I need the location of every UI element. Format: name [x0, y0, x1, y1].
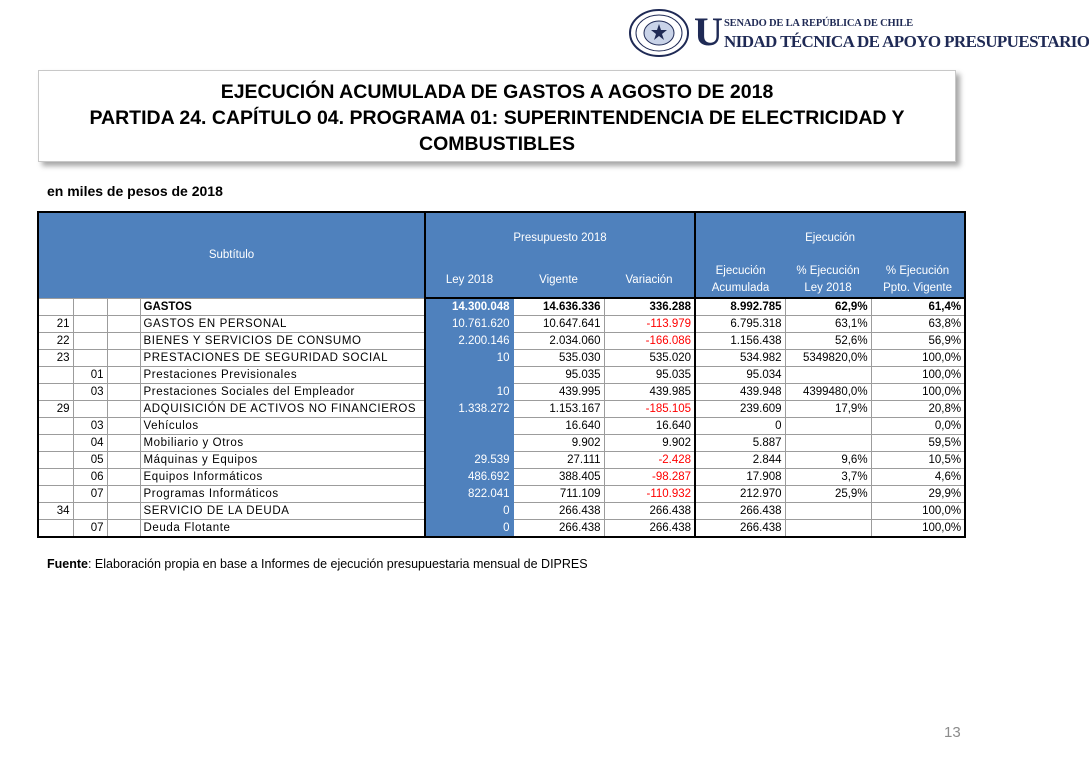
header-ejecucion: Ejecución — [695, 212, 965, 263]
cell-variacion: -110.932 — [604, 486, 695, 503]
cell-vigente: 388.405 — [513, 469, 604, 486]
cell-ley-2018: 1.338.272 — [425, 401, 513, 418]
cell-subtitulo: 22 — [38, 333, 73, 350]
cell-pct-vigente: 59,5% — [871, 435, 965, 452]
table-row — [38, 418, 965, 435]
cell-pct-ley — [785, 520, 871, 538]
cell-descripcion: PRESTACIONES DE SEGURIDAD SOCIAL — [140, 350, 425, 367]
cell-variacion: -185.105 — [604, 401, 695, 418]
cell-asignacion — [107, 435, 140, 452]
budget-table — [37, 211, 966, 538]
cell-asignacion — [107, 316, 140, 333]
header-ejec-acumulada — [695, 263, 785, 298]
cell-asignacion — [107, 298, 140, 316]
cell-item: 06 — [73, 469, 107, 486]
cell-pct-ley: 17,9% — [785, 401, 871, 418]
cell-ejecucion-acumulada: 0 — [695, 418, 785, 435]
header-ejec-acumulada-l1: Ejecución — [715, 265, 766, 277]
cell-variacion: 535.020 — [604, 350, 695, 367]
header-pct-vigente-l1: % Ejecución — [885, 265, 950, 277]
cell-pct-vigente: 29,9% — [871, 486, 965, 503]
cell-ley-2018: 14.300.048 — [425, 298, 513, 316]
table-row — [38, 486, 965, 503]
table-row — [38, 384, 965, 401]
header-ley: Ley 2018 — [425, 263, 513, 298]
cell-ley-2018: 822.041 — [425, 486, 513, 503]
cell-vigente: 439.995 — [513, 384, 604, 401]
cell-item: 07 — [73, 520, 107, 538]
cell-item: 03 — [73, 384, 107, 401]
cell-subtitulo — [38, 469, 73, 486]
cell-subtitulo: 34 — [38, 503, 73, 520]
cell-pct-ley — [785, 418, 871, 435]
cell-pct-vigente: 100,0% — [871, 350, 965, 367]
logo-line-2: NIDAD TÉCNICA DE APOYO PRESUPUESTARIO — [724, 32, 1089, 51]
cell-asignacion — [107, 486, 140, 503]
table-row — [38, 435, 965, 452]
senate-seal-icon — [628, 8, 690, 58]
cell-pct-ley: 62,9% — [785, 298, 871, 316]
cell-descripcion: SERVICIO DE LA DEUDA — [140, 503, 425, 520]
cell-pct-vigente: 20,8% — [871, 401, 965, 418]
cell-subtitulo — [38, 520, 73, 538]
cell-descripcion: BIENES Y SERVICIOS DE CONSUMO — [140, 333, 425, 350]
cell-ejecucion-acumulada: 2.844 — [695, 452, 785, 469]
table-row — [38, 316, 965, 333]
source-note — [47, 557, 588, 571]
cell-pct-vigente: 63,8% — [871, 316, 965, 333]
cell-pct-ley — [785, 503, 871, 520]
cell-pct-ley: 3,7% — [785, 469, 871, 486]
cell-descripcion: GASTOS — [140, 298, 425, 316]
header-presupuesto: Presupuesto 2018 — [425, 212, 695, 263]
cell-variacion: -113.979 — [604, 316, 695, 333]
table-row — [38, 298, 965, 316]
cell-item: 05 — [73, 452, 107, 469]
cell-ejecucion-acumulada: 266.438 — [695, 520, 785, 538]
cell-ejecucion-acumulada: 266.438 — [695, 503, 785, 520]
cell-pct-vigente: 0,0% — [871, 418, 965, 435]
cell-vigente: 711.109 — [513, 486, 604, 503]
header-subtitulo: Subtítulo — [38, 212, 425, 298]
table-row — [38, 367, 965, 384]
senate-logo — [628, 8, 1089, 58]
header-pct-vigente-l2: Ppto. Vigente — [883, 282, 952, 294]
title-line-3: COMBUSTIBLES — [419, 133, 575, 155]
cell-pct-vigente: 61,4% — [871, 298, 965, 316]
cell-subtitulo — [38, 384, 73, 401]
cell-item — [73, 316, 107, 333]
cell-descripcion: Equipos Informáticos — [140, 469, 425, 486]
cell-pct-ley: 4399480,0% — [785, 384, 871, 401]
cell-pct-vigente: 100,0% — [871, 384, 965, 401]
cell-pct-vigente: 100,0% — [871, 520, 965, 538]
cell-asignacion — [107, 350, 140, 367]
cell-pct-ley: 63,1% — [785, 316, 871, 333]
header-ejec-acumulada-l2: Acumulada — [711, 282, 770, 294]
cell-subtitulo — [38, 298, 73, 316]
cell-ejecucion-acumulada: 534.982 — [695, 350, 785, 367]
cell-ley-2018: 10.761.620 — [425, 316, 513, 333]
header-vigente: Vigente — [513, 263, 604, 298]
header-pct-ley — [785, 263, 871, 298]
cell-variacion: 266.438 — [604, 520, 695, 538]
cell-vigente: 16.640 — [513, 418, 604, 435]
cell-ley-2018: 2.200.146 — [425, 333, 513, 350]
cell-descripcion: ADQUISICIÓN DE ACTIVOS NO FINANCIEROS — [140, 401, 425, 418]
cell-ejecucion-acumulada: 17.908 — [695, 469, 785, 486]
cell-descripcion: Deuda Flotante — [140, 520, 425, 538]
cell-ley-2018: 10 — [425, 384, 513, 401]
cell-pct-vigente: 56,9% — [871, 333, 965, 350]
cell-pct-vigente: 4,6% — [871, 469, 965, 486]
cell-subtitulo: 23 — [38, 350, 73, 367]
header-pct-ley-l2: Ley 2018 — [804, 282, 852, 294]
cell-ejecucion-acumulada: 1.156.438 — [695, 333, 785, 350]
cell-vigente: 27.111 — [513, 452, 604, 469]
cell-variacion: 95.035 — [604, 367, 695, 384]
cell-item: 07 — [73, 486, 107, 503]
cell-asignacion — [107, 367, 140, 384]
table-row — [38, 401, 965, 418]
cell-pct-ley — [785, 435, 871, 452]
cell-subtitulo — [38, 418, 73, 435]
cell-pct-ley: 9,6% — [785, 452, 871, 469]
cell-descripcion: GASTOS EN PERSONAL — [140, 316, 425, 333]
cell-item: 01 — [73, 367, 107, 384]
cell-pct-ley: 5349820,0% — [785, 350, 871, 367]
logo-initial: U — [694, 9, 723, 54]
cell-vigente: 535.030 — [513, 350, 604, 367]
cell-vigente: 2.034.060 — [513, 333, 604, 350]
table-row — [38, 350, 965, 367]
cell-asignacion — [107, 503, 140, 520]
cell-variacion: 9.902 — [604, 435, 695, 452]
cell-variacion: -2.428 — [604, 452, 695, 469]
cell-descripcion: Máquinas y Equipos — [140, 452, 425, 469]
cell-pct-vigente: 100,0% — [871, 367, 965, 384]
cell-ejecucion-acumulada: 239.609 — [695, 401, 785, 418]
cell-item — [73, 401, 107, 418]
cell-ejecucion-acumulada: 95.034 — [695, 367, 785, 384]
cell-ley-2018: 0 — [425, 520, 513, 538]
table-row — [38, 503, 965, 520]
units-subtitle: en miles de pesos de 2018 — [47, 183, 223, 199]
cell-ejecucion-acumulada: 212.970 — [695, 486, 785, 503]
cell-asignacion — [107, 418, 140, 435]
cell-asignacion — [107, 384, 140, 401]
cell-ley-2018: 10 — [425, 350, 513, 367]
cell-variacion: 266.438 — [604, 503, 695, 520]
logo-line-1: SENADO DE LA REPÚBLICA DE CHILE — [724, 18, 913, 29]
cell-variacion: 16.640 — [604, 418, 695, 435]
budget-table-body — [38, 298, 965, 537]
cell-subtitulo: 29 — [38, 401, 73, 418]
cell-descripcion: Vehículos — [140, 418, 425, 435]
cell-subtitulo: 21 — [38, 316, 73, 333]
cell-ley-2018: 29.539 — [425, 452, 513, 469]
cell-item: 03 — [73, 418, 107, 435]
cell-descripcion: Prestaciones Sociales del Empleador — [140, 384, 425, 401]
cell-asignacion — [107, 520, 140, 538]
cell-subtitulo — [38, 435, 73, 452]
title-line-1: EJECUCIÓN ACUMULADA DE GASTOS A AGOSTO DE 2018 — [220, 81, 774, 103]
title-line-2: PARTIDA 24. CAPÍTULO 04. PROGRAMA 01: SUPERINTENDENCIA DE ELECTRICIDAD Y — [89, 107, 905, 129]
table-row — [38, 452, 965, 469]
cell-asignacion — [107, 469, 140, 486]
cell-item — [73, 350, 107, 367]
cell-descripcion: Programas Informáticos — [140, 486, 425, 503]
cell-asignacion — [107, 333, 140, 350]
cell-vigente: 10.647.641 — [513, 316, 604, 333]
cell-asignacion — [107, 452, 140, 469]
cell-vigente: 1.153.167 — [513, 401, 604, 418]
cell-subtitulo — [38, 452, 73, 469]
cell-ley-2018 — [425, 435, 513, 452]
cell-pct-vigente: 10,5% — [871, 452, 965, 469]
cell-ley-2018 — [425, 367, 513, 384]
page-number: 13 — [944, 724, 961, 741]
cell-variacion: 336.288 — [604, 298, 695, 316]
cell-variacion: -166.086 — [604, 333, 695, 350]
cell-descripcion: Prestaciones Previsionales — [140, 367, 425, 384]
cell-subtitulo — [38, 486, 73, 503]
cell-vigente: 14.636.336 — [513, 298, 604, 316]
cell-vigente: 266.438 — [513, 503, 604, 520]
cell-pct-ley: 25,9% — [785, 486, 871, 503]
header-pct-vigente — [871, 263, 965, 298]
cell-subtitulo — [38, 367, 73, 384]
cell-variacion: -98.287 — [604, 469, 695, 486]
cell-pct-ley: 52,6% — [785, 333, 871, 350]
cell-asignacion — [107, 401, 140, 418]
header-variacion: Variación — [604, 263, 695, 298]
cell-item — [73, 333, 107, 350]
table-row — [38, 520, 965, 538]
cell-vigente: 9.902 — [513, 435, 604, 452]
cell-variacion: 439.985 — [604, 384, 695, 401]
cell-ejecucion-acumulada: 6.795.318 — [695, 316, 785, 333]
header-pct-ley-l1: % Ejecución — [796, 265, 860, 277]
cell-item — [73, 503, 107, 520]
cell-ley-2018 — [425, 418, 513, 435]
cell-pct-ley — [785, 367, 871, 384]
cell-item: 04 — [73, 435, 107, 452]
title-box — [38, 70, 956, 162]
table-row — [38, 333, 965, 350]
cell-pct-vigente: 100,0% — [871, 503, 965, 520]
table-row — [38, 469, 965, 486]
cell-ejecucion-acumulada: 5.887 — [695, 435, 785, 452]
cell-ejecucion-acumulada: 8.992.785 — [695, 298, 785, 316]
cell-vigente: 95.035 — [513, 367, 604, 384]
cell-descripcion: Mobiliario y Otros — [140, 435, 425, 452]
cell-ley-2018: 486.692 — [425, 469, 513, 486]
cell-ley-2018: 0 — [425, 503, 513, 520]
source-text: : Elaboración propia en base a Informes de ejecución presupuestaria mensual de DIPRES — [87, 557, 588, 571]
cell-vigente: 266.438 — [513, 520, 604, 538]
cell-item — [73, 298, 107, 316]
cell-ejecucion-acumulada: 439.948 — [695, 384, 785, 401]
source-label: Fuente — [47, 557, 88, 571]
